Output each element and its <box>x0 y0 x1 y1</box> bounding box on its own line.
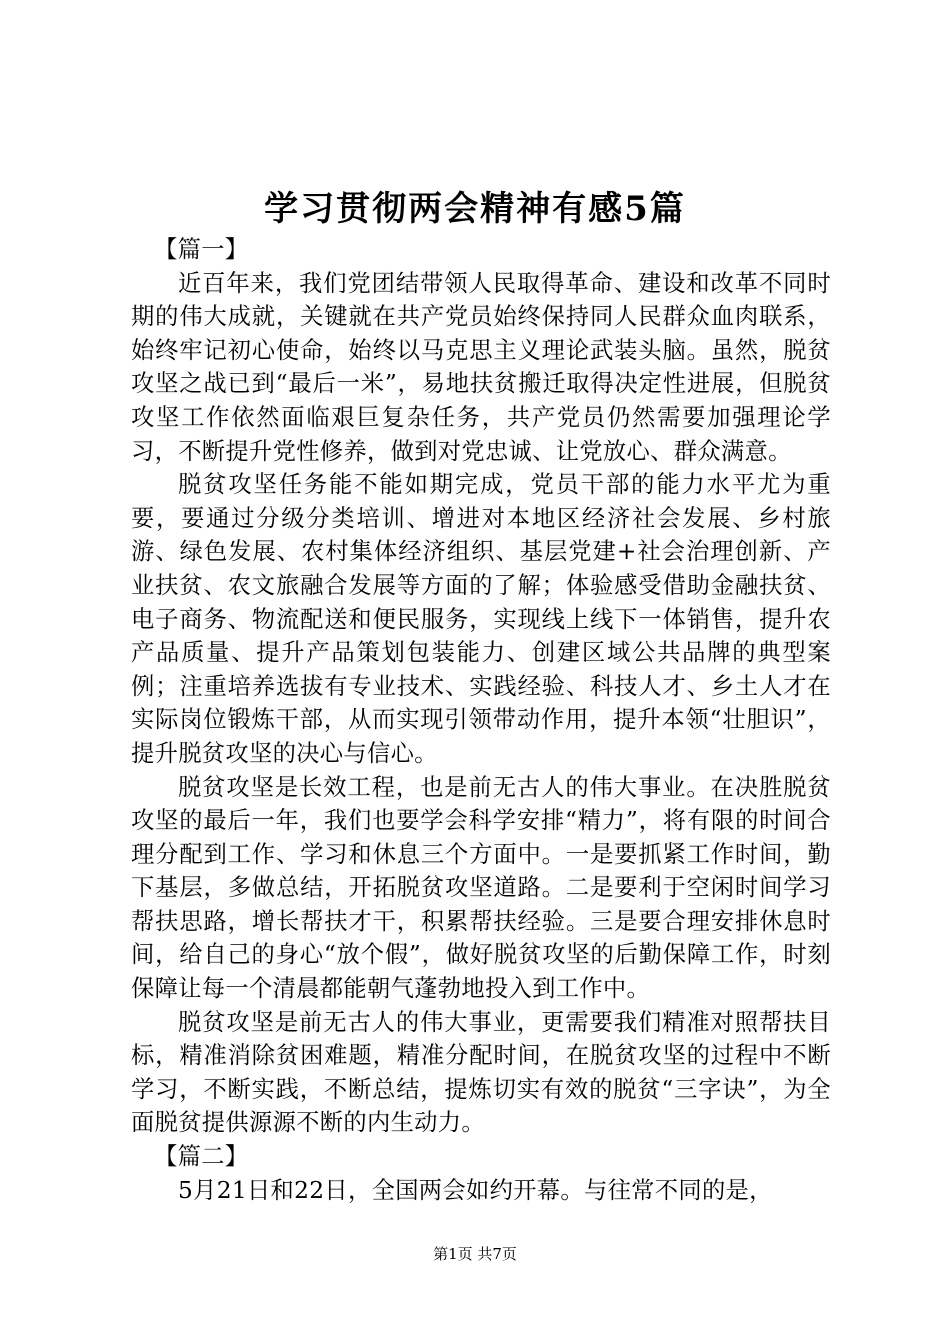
document-body <box>131 233 831 1207</box>
section-heading: 【篇一】 <box>154 236 249 263</box>
paragraph: 脱贫攻坚是前无古人的伟大事业，更需要我们精准对照帮扶目标，精准消除贫困难题，精准分配时间，在脱贫攻坚的过程中不断学习，不断实践，不断总结，提炼切实有效的脱贫“三字诀”，为全面脱贫提供源源不断的内生动力。 <box>131 1008 831 1137</box>
paragraph: 近百年来，我们党团结带领人民取得革命、建设和改革不同时期的伟大成就，关键就在共产党员始终保持同人民群众血肉联系，始终牢记初心使命，始终以马克思主义理论武装头脑。虽然，脱贫攻坚之战已到“最后一米”，易地扶贫搬迁取得决定性进展，但脱贫攻坚工作依然面临艰巨复杂任务，共产党员仍然需要加强理论学习，不断提升党性修养，做到对党忠诚、让党放心、群众满意。 <box>131 269 831 465</box>
document-title: 学习贯彻两会精神有感5篇 <box>264 189 686 229</box>
section-heading: 【篇二】 <box>154 1143 249 1171</box>
page-footer: 第1页 共7页 <box>433 1245 517 1263</box>
paragraph: 脱贫攻坚是长效工程，也是前无古人的伟大事业。在决胜脱贫攻坚的最后一年，我们也要学会科学安排“精力”，将有限的时间合理分配到工作、学习和休息三个方面中。一是要抓紧工作时间，勤下基层，多做总结，开拓脱贫攻坚道路。二是要利于空闲时间学习帮扶思路，增长帮扶才干，积累帮扶经验。三是要合理安排休息时间，给自己的身心“放个假”，做好脱贫攻坚的后勤保障工作，时刻保障让每一个清晨都能朝气蓬勃地投入到工作中。 <box>131 773 831 1003</box>
paragraph: 脱贫攻坚任务能不能如期完成，党员干部的能力水平尤为重要，要通过分级分类培训、增进对本地区经济社会发展、乡村旅游、绿色发展、农村集体经济组织、基层党建+社会治理创新、产业扶贫、农文旅融合发展等方面的了解；体验感受借助金融扶贫、电子商务、物流配送和便民服务，实现线上线下一体销售，提升农产品质量、提升产品策划包装能力、创建区域公共品牌的典型案例；注重培养选拔有专业技术、实践经验、科技人才、乡土人才在实际岗位锻炼干部，从而实现引领带动作用，提升本领“壮胆识”，提升脱贫攻坚的决心与信心。 <box>131 471 831 767</box>
paragraph: 5月21日和22日，全国两会如约开幕。与往常不同的是， <box>178 1176 773 1204</box>
